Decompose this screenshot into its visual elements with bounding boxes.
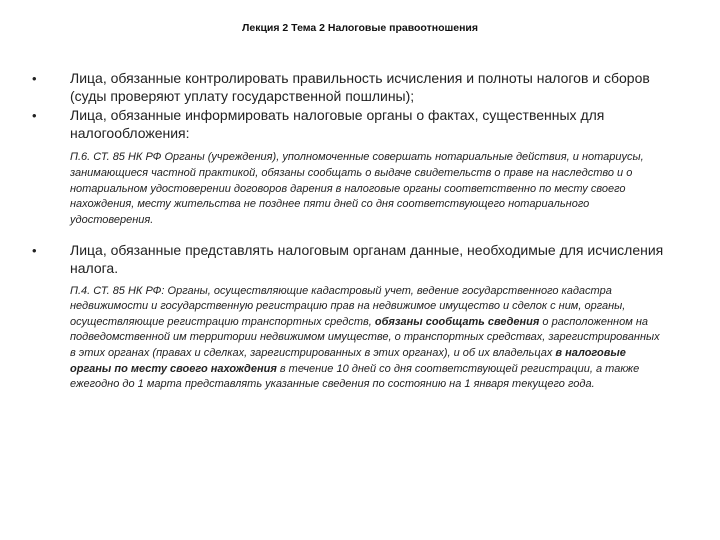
note-text: П.4. СТ. 85 НК РФ: Органы, осуществляющие кадастровый учет, ведение государственного кадастра недвижимости и государственную регистрацию прав на недвижимое имущество и сделок с ним, органы, осуществляющие регистрацию транспортных средств, [70,284,626,328]
bullet-text: Лица, обязанные информировать налоговые органы о фактах, существенных для налогообложения: [70,107,605,141]
bullet-item [30,70,690,105]
law-citation-note [30,284,660,393]
note-emphasis: в налоговые органы по месту своего нахождения [70,346,626,375]
bullet-text: Лица, обязанные представлять налоговым органам данные, необходимые для исчисления налога. [70,242,664,276]
law-citation-note: П.6. СТ. 85 НК РФ Органы (учреждения), уполномоченные совершать нотариальные действия, и нотариусы, занимающиеся частной практикой, обязаны сообщать о выдаче свидетельств о праве на наследство и о нотариальном удостоверении договоров дарения в налоговые органы соответственно по месту своего нахождения, месту жительства не позднее пяти дней со дня соответствующего нотариального удостоверения. [70,151,644,226]
bullet-item [30,242,690,277]
bullet-icon: • [32,108,37,124]
bullet-list [30,70,690,393]
slide-title: Лекция 2 Тема 2 Налоговые правоотношения [242,22,478,34]
bullet-text: Лица, обязанные контролировать правильность исчисления и полноты налогов и сборов (суды проверяют уплату государственной пошлины); [70,70,650,104]
bullet-item [30,107,690,142]
bullet-icon: • [32,71,37,86]
note-text: о расположенном на подведомственной им территории недвижимом имуществе, о транспортных средствах, зарегистрированных в этих органах (правах и сделках, зарегистрированных в этих органах), и об их владельцах [70,315,660,359]
bullet-icon: • [32,243,37,259]
note-text: в течение 10 дней со дня соответствующей регистрации, а также ежегодно до 1 марта представлять указанные сведения по состоянию на 1 января текущего года. [70,362,640,391]
note-emphasis: обязаны сообщать сведения [374,315,540,328]
